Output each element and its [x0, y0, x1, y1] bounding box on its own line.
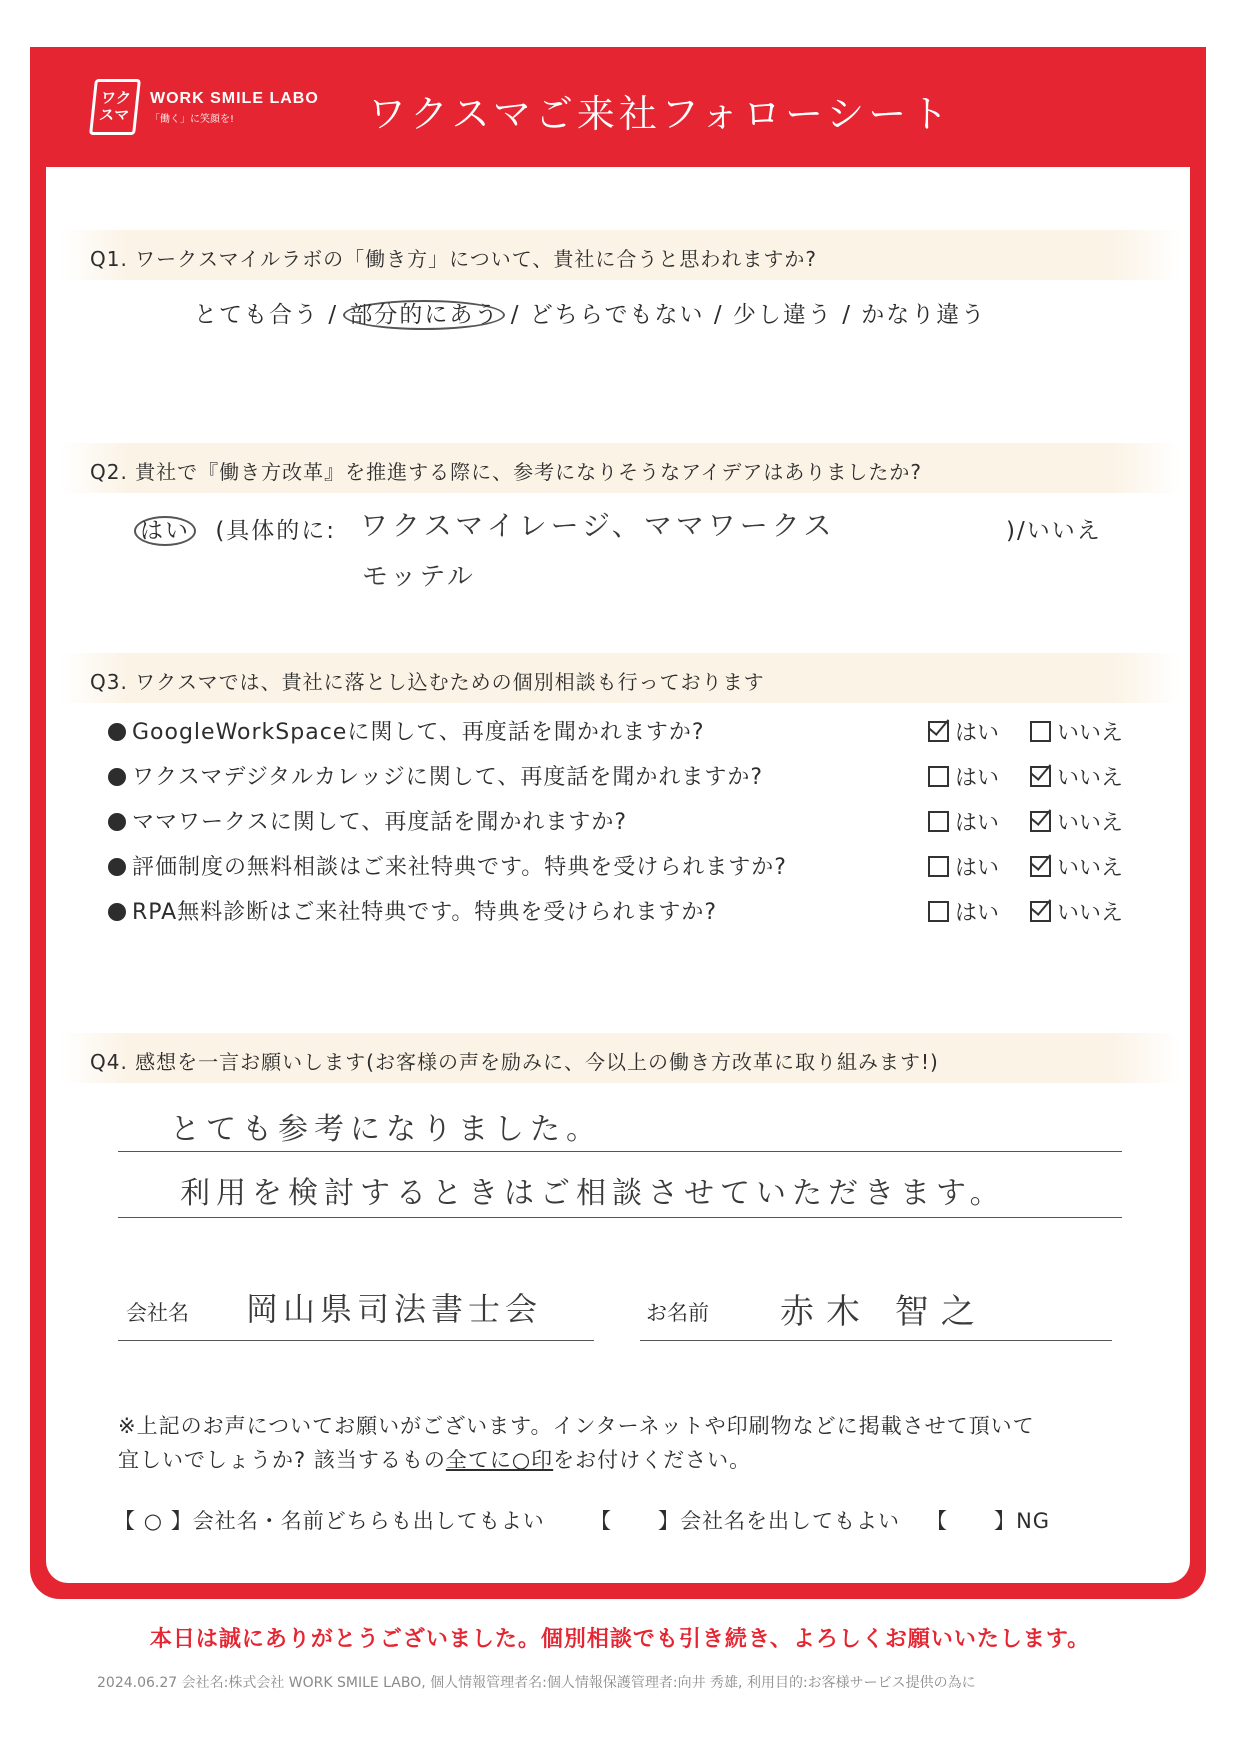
bullet-icon — [108, 723, 126, 741]
q2-question: Q2. 貴社で『働き方改革』を推進する際に、参考になりそうなアイデアはありましたか? — [90, 460, 922, 484]
permission-option-3[interactable]: 【 】NG — [926, 1509, 1051, 1533]
q3-item-5 — [108, 895, 717, 926]
q2-yes-selected[interactable]: はい — [134, 516, 196, 546]
yes-label: はい — [955, 811, 1000, 836]
logo-mark-line2: スマ — [98, 106, 130, 124]
q4-answer-line2: 利用を検討するときはご相談させていただきます。 — [180, 1176, 1006, 1211]
q2-answer-line2: モッテル — [362, 562, 476, 592]
checkbox-icon[interactable] — [1030, 721, 1051, 742]
no-label: いいえ — [1057, 856, 1124, 881]
company-value[interactable]: 岡山県司法書士会 — [246, 1290, 543, 1328]
checkbox-icon[interactable] — [928, 901, 949, 922]
company-label: 会社名 — [126, 1301, 189, 1325]
q2-no-option[interactable]: )/いいえ — [1006, 518, 1102, 544]
checkbox-checked-icon[interactable] — [1030, 766, 1051, 787]
q1-option-3[interactable]: どちらでもない — [529, 302, 705, 328]
checkbox-icon[interactable] — [928, 811, 949, 832]
thanks-message: 本日は誠にありがとうございました。個別相談でも引き続き、よろしくお願いいたします。 — [149, 1627, 1091, 1652]
q3-item-2-no[interactable] — [1030, 761, 1123, 792]
no-label: いいえ — [1057, 901, 1124, 926]
checkbox-checked-icon[interactable] — [1030, 856, 1051, 877]
logo-tagline: 「働く」に笑顔を! — [150, 113, 235, 125]
no-label: いいえ — [1057, 721, 1124, 746]
note-line2-emphasis: 全てに○印 — [445, 1448, 554, 1472]
note-line1: ※上記のお声についてお願いがございます。インターネットや印刷物などに掲載させて頂いて — [118, 1414, 1035, 1438]
q3-item-3-text: ママワークスに関して、再度話を聞かれますか? — [132, 810, 628, 835]
q3-item-5-yes[interactable] — [928, 896, 999, 927]
q3-item-2-text: ワクスマデジタルカレッジに関して、再度話を聞かれますか? — [132, 765, 764, 790]
q3-item-2-yes[interactable] — [928, 761, 999, 792]
footer-info: 2024.06.27 会社名:株式会社 WORK SMILE LABO, 個人情報管理者名:個人情報保護管理者:向井 秀雄, 利用目的:お客様サービス提供の為に — [97, 1675, 976, 1691]
logo — [92, 79, 319, 135]
q4-answer-line1: とても参考になりました。 — [170, 1112, 602, 1147]
checkbox-checked-icon[interactable] — [1030, 811, 1051, 832]
bullet-icon — [108, 903, 126, 921]
q1-separator: / — [510, 302, 521, 328]
note-line2-suffix: をお付けください。 — [553, 1448, 752, 1472]
name-value[interactable]: 赤木 智之 — [780, 1292, 987, 1332]
permission-option-1-mark: ○ — [143, 1509, 164, 1533]
q3-item-1 — [108, 715, 705, 746]
q1-question: Q1. ワークスマイルラボの「働き方」について、貴社に合うと思われますか? — [90, 247, 817, 271]
q3-item-5-text: RPA無料診断はご来社特典です。特典を受けられますか? — [132, 900, 718, 925]
no-label: いいえ — [1057, 811, 1124, 836]
q3-item-5-no[interactable] — [1030, 896, 1123, 927]
q3-item-4 — [108, 850, 787, 881]
bullet-icon — [108, 768, 126, 786]
checkbox-checked-icon[interactable] — [928, 721, 949, 742]
q1-option-1[interactable]: とても合う — [194, 302, 319, 328]
checkbox-icon[interactable] — [928, 856, 949, 877]
q3-item-3-yes[interactable] — [928, 806, 999, 837]
q3-item-2 — [108, 760, 763, 791]
q2-answer-line1: ワクスマイレージ、ママワークス — [360, 509, 836, 542]
bullet-icon — [108, 858, 126, 876]
company-underline — [118, 1340, 594, 1341]
q4-line-2 — [118, 1217, 1122, 1218]
q2-specific-label: (具体的に: — [215, 518, 337, 544]
page-title: ワクスマご来社フォローシート — [368, 92, 953, 136]
yes-label: はい — [955, 766, 1000, 791]
q3-item-1-no[interactable] — [1030, 716, 1123, 747]
q3-item-3-no[interactable] — [1030, 806, 1123, 837]
permission-option-1-label: 会社名・名前どちらも出してもよい — [192, 1509, 545, 1533]
yes-label: はい — [955, 721, 1000, 746]
checkbox-checked-icon[interactable] — [1030, 901, 1051, 922]
q1-option-5[interactable]: かなり違う — [861, 302, 987, 328]
q3-question: Q3. ワクスマでは、貴社に落とし込むための個別相談も行っております — [90, 670, 765, 694]
q1-option-2-selected[interactable]: 部分的にあう — [343, 300, 505, 330]
permission-option-2[interactable]: 【 】会社名を出してもよい — [590, 1509, 901, 1533]
q1-options — [194, 296, 986, 329]
logo-mark-icon — [89, 79, 141, 135]
q3-item-4-no[interactable] — [1030, 851, 1123, 882]
name-label: お名前 — [646, 1301, 709, 1325]
note-line2-prefix: 宜しいでしょうか? 該当するもの — [118, 1448, 446, 1472]
q3-item-1-text: GoogleWorkSpaceに関して、再度話を聞かれますか? — [132, 720, 705, 745]
q3-item-4-text: 評価制度の無料相談はご来社特典です。特典を受けられますか? — [132, 855, 787, 880]
q4-line-1 — [118, 1151, 1122, 1152]
q3-item-3 — [108, 805, 627, 836]
name-underline — [640, 1340, 1112, 1341]
q3-item-4-yes[interactable] — [928, 851, 999, 882]
q3-item-1-yes[interactable] — [928, 716, 999, 747]
q1-separator: / — [328, 302, 339, 328]
q2-yes-row — [138, 512, 336, 545]
logo-name: WORK SMILE LABO — [150, 89, 319, 107]
note-line2 — [118, 1444, 751, 1474]
permission-option-1[interactable]: 【 ○ 】会社名・名前どちらも出してもよい — [114, 1509, 545, 1533]
checkbox-icon[interactable] — [928, 766, 949, 787]
permission-option-3-label: NG — [1016, 1509, 1051, 1533]
logo-mark-line1: ワク — [99, 89, 132, 107]
yes-label: はい — [955, 856, 1000, 881]
no-label: いいえ — [1057, 766, 1124, 791]
yes-label: はい — [955, 901, 1000, 926]
q1-option-4[interactable]: 少し違う — [732, 302, 833, 328]
bullet-icon — [108, 813, 126, 831]
q4-question: Q4. 感想を一言お願いします(お客様の声を励みに、今以上の働き方改革に取り組みます!) — [90, 1050, 939, 1074]
q1-separator: / — [842, 302, 852, 328]
permission-option-2-label: 会社名を出してもよい — [680, 1509, 901, 1533]
q1-separator: / — [713, 302, 724, 328]
